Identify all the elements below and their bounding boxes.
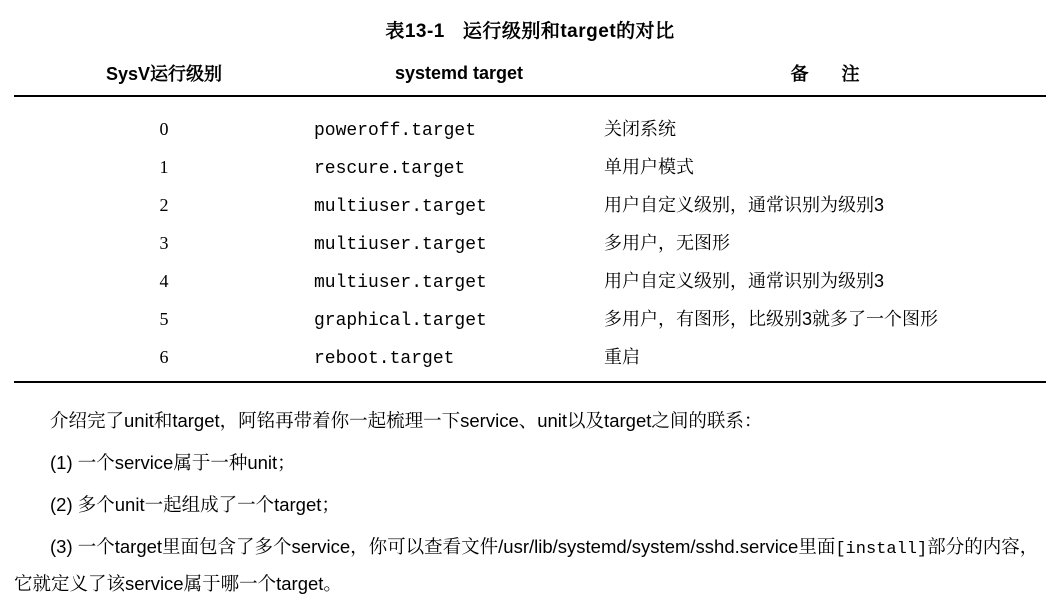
table-row	[14, 337, 1046, 375]
column-header-note	[604, 53, 1046, 96]
cell-sysv: 5	[159, 309, 169, 329]
cell-target: reboot.target	[314, 349, 455, 369]
cell-sysv: 2	[159, 195, 169, 215]
cell-note: 单用户模式	[604, 157, 694, 177]
list-item-2: (2) 多个unit一起组成了一个target；	[50, 494, 340, 516]
list-item-3-part2: 部分的内容，它就定义了该service属于哪一个target。	[14, 536, 1039, 595]
cell-target: graphical.target	[314, 311, 487, 331]
table-body	[14, 106, 1046, 375]
cell-note: 多用户，无图形	[604, 233, 730, 253]
table-row	[14, 147, 1046, 185]
cell-note: 多用户，有图形，比级别3就多了一个图形	[604, 309, 939, 329]
table-row	[14, 185, 1046, 223]
table-row	[14, 223, 1046, 261]
cell-note: 重启	[604, 347, 640, 367]
cell-target: multiuser.target	[314, 197, 487, 217]
table-caption-number: 表13-1	[385, 21, 445, 42]
table-caption-title: 运行级别和target的对比	[462, 21, 675, 42]
cell-target: poweroff.target	[314, 121, 477, 141]
list-item-3	[14, 529, 1046, 602]
table-row	[14, 106, 1046, 147]
cell-sysv: 3	[159, 233, 169, 253]
table-caption	[14, 0, 1046, 53]
cell-target: multiuser.target	[314, 273, 487, 293]
cell-target: multiuser.target	[314, 235, 487, 255]
cell-note: 用户自定义级别，通常识别为级别3	[604, 271, 885, 291]
cell-note: 用户自定义级别，通常识别为级别3	[604, 195, 885, 215]
cell-sysv: 4	[159, 271, 169, 291]
table-header-row	[14, 53, 1046, 96]
runlevel-target-table	[14, 53, 1046, 375]
table-row	[14, 261, 1046, 299]
body-text	[14, 403, 1046, 602]
column-header-target: systemd target	[314, 53, 604, 96]
install-section-code: [install]	[835, 540, 928, 560]
table-bottom-rule	[14, 381, 1046, 383]
list-item-1: (1) 一个service属于一种unit；	[50, 452, 296, 474]
table-row	[14, 299, 1046, 337]
paragraph-intro: 介绍完了unit和target，阿铭再带着你一起梳理一下service、unit以及target之间的联系：	[50, 410, 763, 431]
cell-sysv: 0	[159, 119, 169, 139]
cell-sysv: 1	[159, 157, 169, 177]
column-header-note-label: 备 注	[790, 64, 874, 84]
column-header-sysv: SysV运行级别	[14, 53, 314, 96]
cell-target: rescure.target	[314, 159, 466, 179]
cell-sysv: 6	[159, 347, 169, 367]
cell-note: 关闭系统	[604, 119, 676, 139]
list-item-3-part1: (3) 一个target里面包含了多个service，你可以查看文件/usr/lib/systemd/system/sshd.service里面	[50, 536, 836, 558]
table-top-rule	[14, 96, 1046, 106]
